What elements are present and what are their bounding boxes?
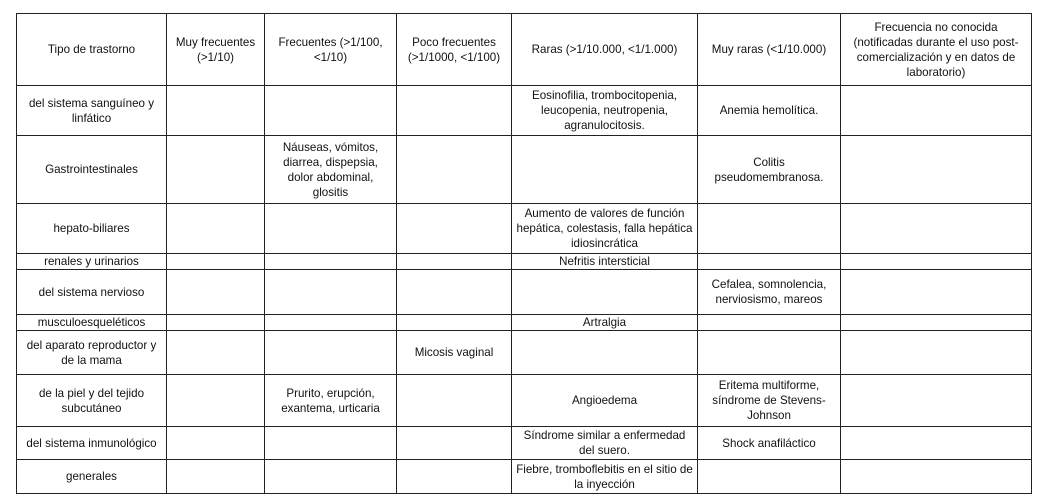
cell-no-conocida: [841, 460, 1032, 494]
cell-raras: Síndrome similar a enfermedad del suero.: [512, 427, 698, 460]
cell-poco-frecuentes: [397, 315, 512, 331]
cell-raras: Nefritis intersticial: [512, 254, 698, 270]
cell-frecuentes: [265, 315, 397, 331]
table-row: [17, 460, 1032, 494]
cell-frecuentes: Prurito, erupción, exantema, urticaria: [265, 375, 397, 427]
cell-raras: [512, 331, 698, 375]
cell-muy-frecuentes: [167, 460, 265, 494]
cell-tipo: renales y urinarios: [17, 254, 167, 270]
cell-raras: Aumento de valores de función hepática, colestasis, falla hepática idiosincrática: [512, 204, 698, 254]
cell-poco-frecuentes: [397, 86, 512, 136]
cell-frecuentes: [265, 86, 397, 136]
table-row: [17, 254, 1032, 270]
cell-poco-frecuentes: Micosis vaginal: [397, 331, 512, 375]
cell-no-conocida: [841, 427, 1032, 460]
cell-muy-frecuentes: [167, 375, 265, 427]
cell-muy-frecuentes: [167, 86, 265, 136]
cell-muy-frecuentes: [167, 427, 265, 460]
cell-muy-raras: [698, 460, 841, 494]
cell-raras: Eosinofilia, trombocitopenia, leucopenia, neutropenia, agranulocitosis.: [512, 86, 698, 136]
cell-tipo: musculoesqueléticos: [17, 315, 167, 331]
table-row: [17, 270, 1032, 315]
table-row: [17, 375, 1032, 427]
cell-poco-frecuentes: [397, 136, 512, 204]
table-row: [17, 204, 1032, 254]
cell-frecuentes: Náuseas, vómitos, diarrea, dispepsia, dolor abdominal, glositis: [265, 136, 397, 204]
header-poco-frecuentes: Poco frecuentes (>1/1000, <1/100): [397, 14, 512, 86]
cell-frecuentes: [265, 204, 397, 254]
cell-tipo: generales: [17, 460, 167, 494]
cell-no-conocida: [841, 331, 1032, 375]
cell-muy-raras: Colitis pseudomembranosa.: [698, 136, 841, 204]
header-frecuencia-no-conocida: Frecuencia no conocida (notificadas durante el uso post-comercialización y en datos de laboratorio): [841, 14, 1032, 86]
cell-raras: [512, 136, 698, 204]
cell-muy-raras: Cefalea, somnolencia, nerviosismo, mareos: [698, 270, 841, 315]
cell-tipo: del aparato reproductor y de la mama: [17, 331, 167, 375]
header-tipo-trastorno: Tipo de trastorno: [17, 14, 167, 86]
header-frecuentes: Frecuentes (>1/100, <1/10): [265, 14, 397, 86]
table-header-row: [17, 14, 1032, 86]
cell-no-conocida: [841, 270, 1032, 315]
cell-raras: Angioedema: [512, 375, 698, 427]
cell-no-conocida: [841, 204, 1032, 254]
cell-poco-frecuentes: [397, 427, 512, 460]
table-row: [17, 331, 1032, 375]
cell-tipo: Gastrointestinales: [17, 136, 167, 204]
cell-raras: Fiebre, tromboflebitis en el sitio de la inyección: [512, 460, 698, 494]
cell-poco-frecuentes: [397, 375, 512, 427]
cell-muy-raras: Eritema multiforme, síndrome de Stevens-Johnson: [698, 375, 841, 427]
cell-muy-frecuentes: [167, 331, 265, 375]
cell-frecuentes: [265, 460, 397, 494]
cell-tipo: de la piel y del tejido subcutáneo: [17, 375, 167, 427]
table-row: [17, 315, 1032, 331]
cell-no-conocida: [841, 375, 1032, 427]
cell-muy-frecuentes: [167, 270, 265, 315]
cell-no-conocida: [841, 315, 1032, 331]
cell-frecuentes: [265, 427, 397, 460]
cell-muy-raras: [698, 315, 841, 331]
cell-muy-frecuentes: [167, 315, 265, 331]
header-muy-raras: Muy raras (<1/10.000): [698, 14, 841, 86]
table-row: [17, 427, 1032, 460]
cell-muy-raras: Anemia hemolítica.: [698, 86, 841, 136]
cell-muy-raras: [698, 331, 841, 375]
header-muy-frecuentes: Muy frecuentes (>1/10): [167, 14, 265, 86]
cell-no-conocida: [841, 254, 1032, 270]
cell-muy-frecuentes: [167, 136, 265, 204]
cell-tipo: del sistema sanguíneo y linfático: [17, 86, 167, 136]
cell-poco-frecuentes: [397, 254, 512, 270]
cell-muy-frecuentes: [167, 204, 265, 254]
header-raras: Raras (>1/10.000, <1/1.000): [512, 14, 698, 86]
table-row: [17, 86, 1032, 136]
cell-frecuentes: [265, 254, 397, 270]
cell-no-conocida: [841, 136, 1032, 204]
cell-poco-frecuentes: [397, 460, 512, 494]
cell-no-conocida: [841, 86, 1032, 136]
cell-frecuentes: [265, 270, 397, 315]
cell-raras: Artralgia: [512, 315, 698, 331]
cell-muy-raras: [698, 204, 841, 254]
cell-poco-frecuentes: [397, 270, 512, 315]
adverse-reactions-table: [16, 13, 1032, 494]
cell-poco-frecuentes: [397, 204, 512, 254]
cell-tipo: del sistema nervioso: [17, 270, 167, 315]
cell-muy-raras: Shock anafiláctico: [698, 427, 841, 460]
cell-tipo: del sistema inmunológico: [17, 427, 167, 460]
cell-muy-frecuentes: [167, 254, 265, 270]
cell-frecuentes: [265, 331, 397, 375]
cell-raras: [512, 270, 698, 315]
cell-tipo: hepato-biliares: [17, 204, 167, 254]
cell-muy-raras: [698, 254, 841, 270]
table-row: [17, 136, 1032, 204]
